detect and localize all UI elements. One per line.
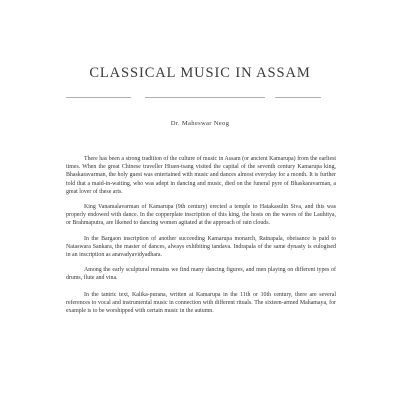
paragraph: In the Bargaon inscription of another succeeding Kamarupa monarch, Ratnapala, obeisance is paid to Nataswara Sankara, the master of dances, always exhibiting tandava. Indrapala of the same dynasty is eulogised in an inscription as anavadyavidyadhara. [66, 235, 336, 259]
author-byline: Dr. Maheswar Neog [170, 120, 230, 127]
page-title: CLASSICAL MUSIC IN ASSAM [89, 65, 311, 81]
title-underline-rule [275, 97, 321, 98]
paragraph: King Vanamalavarman of Kamarupa (9th century) erected a temple to Hatakasulin Siva, and this was properly endowed with dance. In the copperplate inscription of this king, the hosts on the waves of the Lauhitya, or Brahmaputra, are likened to dancing women agitated at the approach of rain clouds. [66, 204, 336, 227]
paragraph: Among the early sculptural remains we find many dancing figures, and men playing on different types of drums, flute and vina. [66, 267, 336, 282]
title-underline-rule [66, 97, 131, 98]
paragraph: In the tantric text, Kalika-purana, written at Kamarupa in the 11th or 10th century, there are several references to vocal and instrumental music in connection with different rituals. The sixteen-armed Mahamaya, for example is to be worshipped with certain music in the autumn. [66, 291, 336, 315]
title-underline-rule [145, 97, 265, 98]
paragraph: There has been a strong tradition of the culture of music in Assam (or ancient Kamarupa) from the earliest times. When the great Chinese traveller Hiuen-tsang visited the capital of the seventh century Kamarupa king, Bhaskaravarman, the holy guest was entertained with music and dances almost everyday for a month. It is further told that a maid-in-waiting, who was adept in dancing and music, died on the funeral pyre of Bhaskaravarman, a great lover of these arts. [66, 156, 336, 195]
article-body [66, 155, 336, 322]
